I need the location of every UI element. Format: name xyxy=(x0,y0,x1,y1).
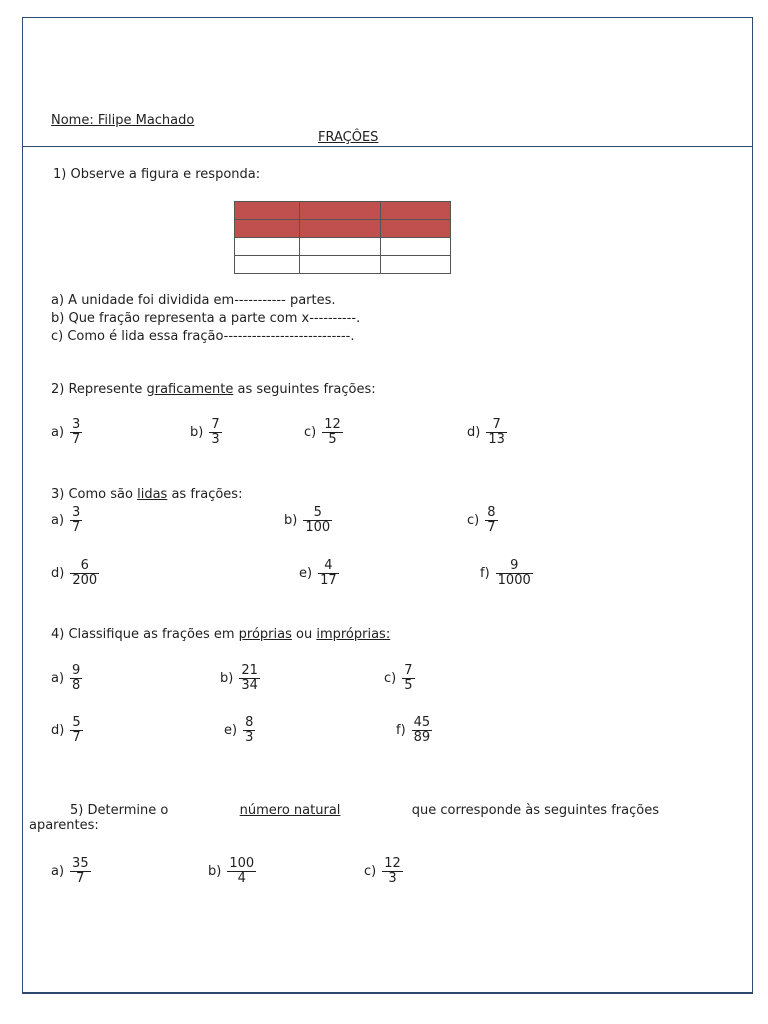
item-label: b) xyxy=(208,864,222,879)
numerator: 3 xyxy=(72,505,81,520)
fraction xyxy=(239,664,260,693)
numerator: 3 xyxy=(72,417,81,432)
denominator: 5 xyxy=(404,678,413,693)
numerator: 4 xyxy=(318,559,339,574)
fraction-figure xyxy=(234,201,451,274)
item-label: c) xyxy=(384,671,397,686)
denominator: 7 xyxy=(487,520,496,535)
q1-item-c: c) Como é lida essa fração---------------------------. xyxy=(51,329,355,344)
fraction xyxy=(227,857,256,886)
denominator: 200 xyxy=(72,573,98,588)
denominator: 8 xyxy=(72,678,81,693)
item-label: c) xyxy=(467,513,480,528)
denominator: 89 xyxy=(413,730,431,745)
numerator: 12 xyxy=(384,856,401,871)
q5-prompt-post: que corresponde às seguintes frações xyxy=(411,803,659,818)
item-label: d) xyxy=(51,723,65,738)
numerator: 9 xyxy=(72,663,81,678)
denominator: 7 xyxy=(72,730,81,745)
item-label: a) xyxy=(51,425,65,440)
q4-item-a xyxy=(51,664,82,693)
q1-prompt: 1) Observe a figura e responda: xyxy=(53,167,261,182)
fraction xyxy=(322,418,343,447)
denominator: 3 xyxy=(245,730,254,745)
q3-item-e xyxy=(299,559,339,588)
fraction xyxy=(318,559,339,588)
numerator: 7 xyxy=(211,417,220,432)
numerator: 7 xyxy=(486,418,507,433)
q3-item-d xyxy=(51,559,99,588)
item-label: c) xyxy=(304,425,317,440)
q3-prompt-post: as frações: xyxy=(167,487,243,502)
q4-item-f xyxy=(396,716,432,745)
denominator: 7 xyxy=(72,432,81,447)
q3-prompt xyxy=(51,487,242,502)
q5-item-a xyxy=(51,857,91,886)
numerator: 5 xyxy=(72,715,81,730)
q2-item-a xyxy=(51,418,82,447)
item-label: e) xyxy=(299,566,313,581)
q5-prompt-pre: 5) Determine o xyxy=(70,803,169,818)
numerator: 45 xyxy=(413,715,431,730)
denominator: 100 xyxy=(305,520,331,535)
item-label: f) xyxy=(480,566,490,581)
fraction xyxy=(485,506,497,535)
student-name: Nome: Filipe Machado xyxy=(51,113,195,128)
fraction xyxy=(70,857,91,886)
q2-prompt-pre: 2) Represente xyxy=(51,382,147,397)
q3-item-a xyxy=(51,506,82,535)
item-label: b) xyxy=(220,671,234,686)
numerator: 9 xyxy=(496,559,533,574)
denominator: 13 xyxy=(488,432,505,447)
numerator: 6 xyxy=(70,559,99,574)
numerator: 7 xyxy=(404,663,413,678)
fraction xyxy=(70,664,82,693)
item-label: d) xyxy=(467,425,481,440)
fraction xyxy=(382,857,403,886)
numerator: 35 xyxy=(72,856,89,871)
fraction xyxy=(402,664,414,693)
q4-prompt-mid: ou xyxy=(291,627,317,642)
q5-prompt xyxy=(29,803,659,833)
fraction xyxy=(486,418,507,447)
denominator: 3 xyxy=(388,871,397,886)
fraction xyxy=(209,418,221,447)
fraction xyxy=(412,716,433,745)
q3-prompt-pre: 3) Como são xyxy=(51,487,138,502)
item-label: b) xyxy=(190,425,204,440)
q4-item-e xyxy=(224,716,255,745)
q2-prompt-post: as seguintes frações: xyxy=(233,382,376,397)
q4-item-d xyxy=(51,716,83,745)
q5-prompt-emphasis: número natural xyxy=(239,803,341,818)
item-label: c) xyxy=(364,864,377,879)
numerator: 8 xyxy=(245,715,254,730)
fraction xyxy=(70,418,82,447)
numerator: 8 xyxy=(487,505,496,520)
numerator: 5 xyxy=(303,506,332,521)
q2-prompt-emphasis: graficamente xyxy=(146,382,234,397)
q4-item-c xyxy=(384,664,415,693)
page-title: FRAÇÔES xyxy=(318,130,379,145)
denominator: 4 xyxy=(237,871,246,886)
q2-item-c xyxy=(304,418,343,447)
q4-prompt-emphasis-1: próprias xyxy=(238,627,292,642)
q2-item-b xyxy=(190,418,222,447)
denominator: 7 xyxy=(72,520,81,535)
denominator: 17 xyxy=(320,573,337,588)
item-label: d) xyxy=(51,566,65,581)
denominator: 34 xyxy=(241,678,258,693)
item-label: a) xyxy=(51,864,65,879)
q1-item-b: b) Que fração representa a parte com x----------. xyxy=(51,311,361,326)
q2-prompt xyxy=(51,382,376,397)
denominator: 7 xyxy=(76,871,85,886)
numerator: 100 xyxy=(229,856,255,871)
numerator: 21 xyxy=(241,663,258,678)
q3-item-b xyxy=(284,506,332,535)
q5-prompt-line2: aparentes: xyxy=(29,818,99,833)
item-label: f) xyxy=(396,723,406,738)
q5-item-c xyxy=(364,857,403,886)
denominator: 1000 xyxy=(497,573,531,588)
q4-prompt-emphasis-2: impróprias: xyxy=(316,627,391,642)
fraction xyxy=(303,506,332,535)
q4-item-b xyxy=(220,664,260,693)
q3-prompt-emphasis: lidas xyxy=(137,487,168,502)
q4-prompt-pre: 4) Classifique as frações em xyxy=(51,627,239,642)
item-label: e) xyxy=(224,723,238,738)
q1-item-a: a) A unidade foi dividida em----------- partes. xyxy=(51,293,336,308)
fraction xyxy=(70,716,82,745)
denominator: 3 xyxy=(211,432,220,447)
item-label: a) xyxy=(51,513,65,528)
fraction xyxy=(496,559,533,588)
item-label: a) xyxy=(51,671,65,686)
fraction xyxy=(70,506,82,535)
numerator: 12 xyxy=(324,417,341,432)
denominator: 5 xyxy=(328,432,337,447)
q2-item-d xyxy=(467,418,507,447)
item-label: b) xyxy=(284,513,298,528)
q4-prompt xyxy=(51,627,390,642)
fraction xyxy=(243,716,255,745)
header-divider xyxy=(22,146,753,147)
q3-item-f xyxy=(480,559,533,588)
page-frame xyxy=(22,17,753,994)
q5-item-b xyxy=(208,857,256,886)
q3-item-c xyxy=(467,506,498,535)
q5-prompt-line1 xyxy=(29,803,659,818)
fraction xyxy=(70,559,99,588)
